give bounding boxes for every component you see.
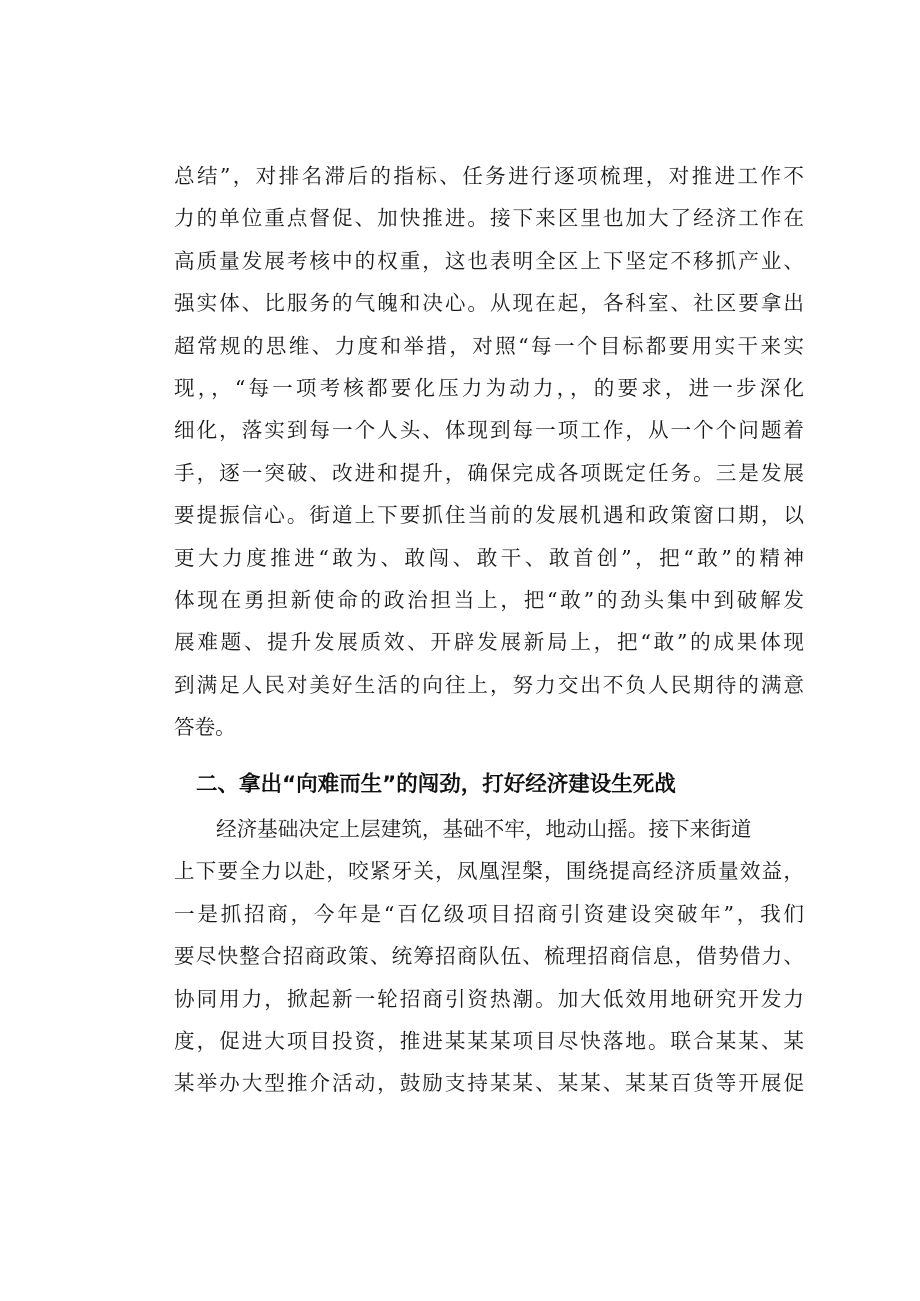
paragraph-line: 经济基础决定上层建筑，基础不牢，地动山摇。接下来街道 [216, 817, 752, 841]
paragraph-line: 协同用力，掀起新一轮招商引资热潮。加大低效用地研究开发力 [174, 986, 804, 1011]
paragraph-line: 力的单位重点督促、加快推进。接下来区里也加大了经济工作在 [174, 206, 804, 231]
section-heading: 二、拿出“向难而生”的闯劲，打好经济建设生死战 [196, 772, 676, 797]
paragraph-line: 总结”，对排名滞后的指标、任务进行逐项梳理，对推进工作不 [174, 164, 804, 188]
paragraph-continuation [174, 155, 804, 748]
paragraph-line: 一是抓招商，今年是“百亿级项目招商引资建设突破年”，我们 [174, 901, 804, 926]
paragraph-line: 强实体、比服务的气魄和决心。从现在起，各科室、社区要拿出 [174, 291, 804, 316]
paragraph-line: 某举办大型推介活动，鼓励支持某某、某某、某某百货等开展促 [174, 1071, 804, 1096]
section-body [174, 808, 804, 1105]
paragraph-line: 高质量发展考核中的权重，这也表明全区上下坚定不移抓产业、 [174, 248, 804, 273]
paragraph-line: 更大力度推进“敢为、敢闯、敢干、敢首创”，把“敢”的精神 [174, 545, 804, 570]
paragraph-line: 手，逐一突破、改进和提升，确保完成各项既定任务。三是发展 [174, 460, 804, 485]
paragraph-line: 要尽快整合招商政策、统筹招商队伍、梳理招商信息，借势借力、 [174, 944, 804, 969]
paragraph-line: 超常规的思维、力度和举措，对照“每一个目标都要用实干来实 [174, 333, 804, 358]
paragraph-line: 展难题、提升发展质效、开辟发展新局上，把“敢”的成果体现 [174, 630, 804, 655]
paragraph-line: 现，，“每一项考核都要化压力为动力，，的要求，进一步深化 [174, 375, 804, 400]
paragraph-line: 度，促进大项目投资，推进某某某项目尽快落地。联合某某、某 [174, 1028, 804, 1053]
paragraph-line: 细化，落实到每一个人头、体现到每一项工作，从一个个问题着 [174, 418, 804, 443]
paragraph-line: 体现在勇担新使命的政治担当上，把“敢”的劲头集中到破解发 [174, 587, 804, 612]
paragraph-line: 答卷。 [174, 715, 236, 740]
paragraph-line: 上下要全力以赴，咬紧牙关，凤凰涅槃，围绕提高经济质量效益， [174, 859, 804, 884]
paragraph-line: 要提振信心。街道上下要抓住当前的发展机遇和政策窗口期，以 [174, 503, 804, 528]
paragraph-line: 到满足人民对美好生活的向往上，努力交出不负人民期待的满意 [174, 672, 804, 697]
